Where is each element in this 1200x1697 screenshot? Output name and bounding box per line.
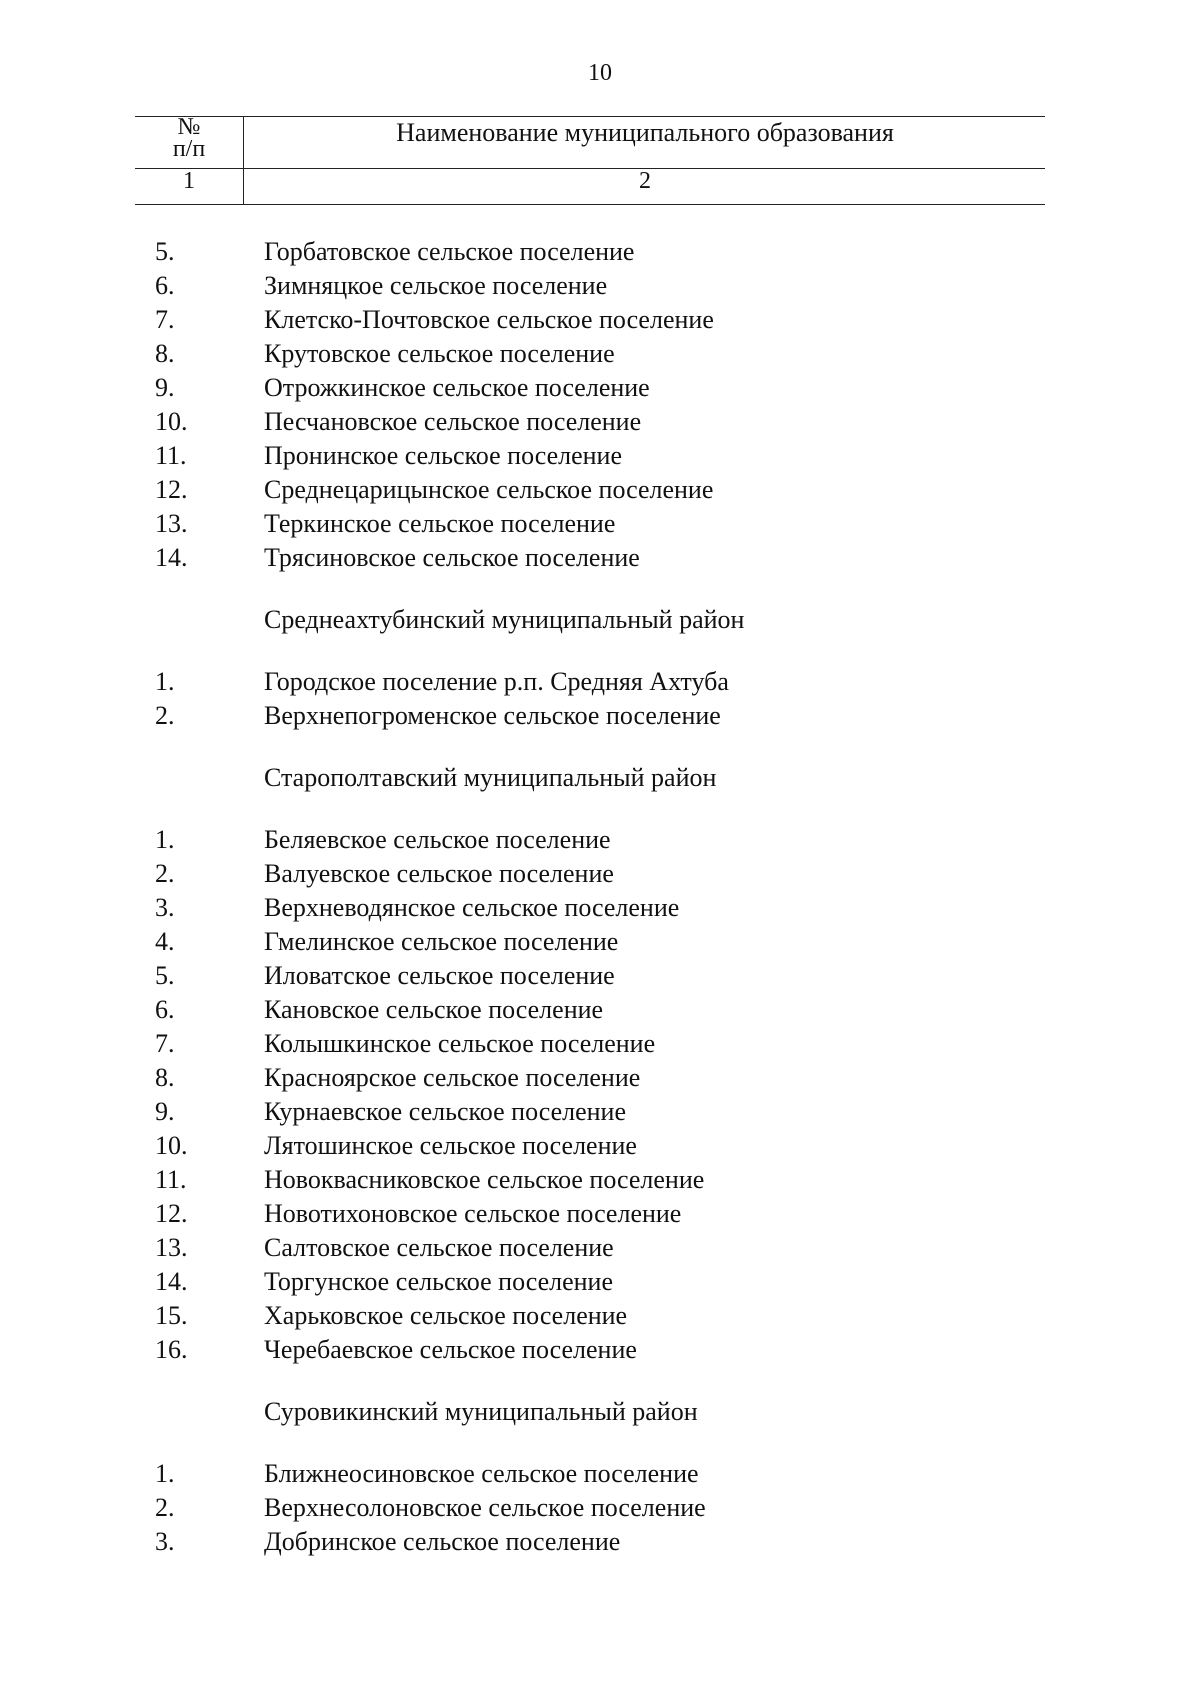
list-item [0,439,1200,473]
list-item [0,405,1200,439]
list-item-number: 9. [155,1097,175,1126]
list-item-number: 10. [155,407,188,436]
list-item-name: Харьковское сельское поселение [264,1301,628,1330]
list-item-number: 2. [155,701,175,730]
list-item-name: Новотихоновское сельское поселение [264,1199,682,1228]
list-item [0,891,1200,925]
list-item-number: 8. [155,1063,175,1092]
list-item-name: Песчановское сельское поселение [264,407,642,436]
list-item-number: 1. [155,1459,175,1488]
list-item-name: Крутовское сельское поселение [264,339,615,368]
list-item [0,269,1200,303]
list-item [0,1491,1200,1525]
list-item [0,541,1200,575]
list-item-name: Гмелинское сельское поселение [264,927,619,956]
list-item-name: Клетско-Почтовское сельское поселение [264,305,714,334]
list-item-number: 13. [155,509,188,538]
list-item [0,235,1200,269]
list-item-number: 7. [155,1029,175,1058]
list-item [0,1197,1200,1231]
list-item [0,1525,1200,1559]
list-item-name: Иловатское сельское поселение [264,961,615,990]
table-header [135,116,1045,204]
list-item-name: Теркинское сельское поселение [264,509,616,538]
column-2-number: 2 [639,168,651,194]
list-item-name: Ближнеосиновское сельское поселение [264,1459,699,1488]
list-item-number: 12. [155,1199,188,1228]
table-column-divider [243,116,244,204]
list-item-number: 6. [155,271,175,300]
list-item-name: Верхневодянское сельское поселение [264,893,680,922]
list-item-name: Зимняцкое сельское поселение [264,271,608,300]
list-item-name: Пронинское сельское поселение [264,441,623,470]
list-item [0,473,1200,507]
column-1-number: 1 [183,168,195,194]
list-item-number: 14. [155,543,188,572]
column-1-header [135,116,243,160]
list-item [0,1129,1200,1163]
list-item-name: Городское поселение р.п. Средняя Ахтуба [264,667,729,696]
list-item-number: 2. [155,859,175,888]
list-item-number: 10. [155,1131,188,1160]
list-item-number: 13. [155,1233,188,1262]
list-item-number: 3. [155,1527,175,1556]
list-item-name: Отрожкинское сельское поселение [264,373,650,402]
list-item-name: Кановское сельское поселение [264,995,604,1024]
list-item-name: Черебаевское сельское поселение [264,1335,637,1364]
list-item [0,1095,1200,1129]
district-heading [0,761,1200,795]
list-item-number: 1. [155,825,175,854]
list-item-name: Колышкинское сельское поселение [264,1029,656,1058]
column-1-header-line1: № [177,114,201,140]
list-item-name: Среднецарицынское сельское поселение [264,475,714,504]
list-item-name: Валуевское сельское поселение [264,859,614,888]
list-item-name: Верхнесолоновское сельское поселение [264,1493,706,1522]
list-item-name: Верхнепогроменское сельское поселение [264,701,721,730]
list-item-number: 7. [155,305,175,334]
district-heading [0,1395,1200,1429]
list-item-number: 8. [155,339,175,368]
list-item [0,925,1200,959]
list-item-number: 9. [155,373,175,402]
column-1-header-line2: п/п [172,136,206,162]
list-item [0,1333,1200,1367]
list-item-name: Красноярское сельское поселение [264,1063,641,1092]
list-item [0,507,1200,541]
list-item-number: 16. [155,1335,188,1364]
list-item [0,1265,1200,1299]
table-top-rule [135,116,1045,117]
list-item-name: Курнаевское сельское поселение [264,1097,626,1126]
list-item [0,665,1200,699]
list-item-name: Салтовское сельское поселение [264,1233,614,1262]
list-item [0,959,1200,993]
list-item [0,1163,1200,1197]
list-item-number: 5. [155,961,175,990]
list-item-number: 11. [155,1165,187,1194]
list-item-name: Добринское сельское поселение [264,1527,621,1556]
municipality-list [0,235,1200,1559]
list-item-name: Торгунское сельское поселение [264,1267,613,1296]
list-item [0,1061,1200,1095]
list-item [0,303,1200,337]
list-item-number: 6. [155,995,175,1024]
list-item [0,993,1200,1027]
list-item-name: Беляевское сельское поселение [264,825,611,854]
list-item [0,1027,1200,1061]
list-item-number: 1. [155,667,175,696]
column-2-header: Наименование муниципального образования [396,118,894,147]
table-bottom-rule [135,204,1045,205]
list-item [0,371,1200,405]
list-item-name: Горбатовское сельское поселение [264,237,635,266]
list-item-number: 12. [155,475,188,504]
list-item [0,1231,1200,1265]
list-item-name: Лятошинское сельское поселение [264,1131,637,1160]
list-item [0,1457,1200,1491]
list-item-number: 4. [155,927,175,956]
list-item [0,337,1200,371]
district-heading-text: Старополтавский муниципальный район [264,763,717,792]
list-item [0,1299,1200,1333]
list-item-name: Новоквасниковское сельское поселение [264,1165,705,1194]
list-item [0,823,1200,857]
list-item-number: 2. [155,1493,175,1522]
district-heading [0,603,1200,637]
list-item-name: Трясиновское сельское поселение [264,543,640,572]
list-item-number: 11. [155,441,187,470]
list-item [0,699,1200,733]
list-item-number: 5. [155,237,175,266]
district-heading-text: Среднеахтубинский муниципальный район [264,605,745,634]
list-item-number: 3. [155,893,175,922]
page-number: 10 [588,60,612,86]
list-item-number: 15. [155,1301,188,1330]
district-heading-text: Суровикинский муниципальный район [264,1397,698,1426]
list-item-number: 14. [155,1267,188,1296]
list-item [0,857,1200,891]
